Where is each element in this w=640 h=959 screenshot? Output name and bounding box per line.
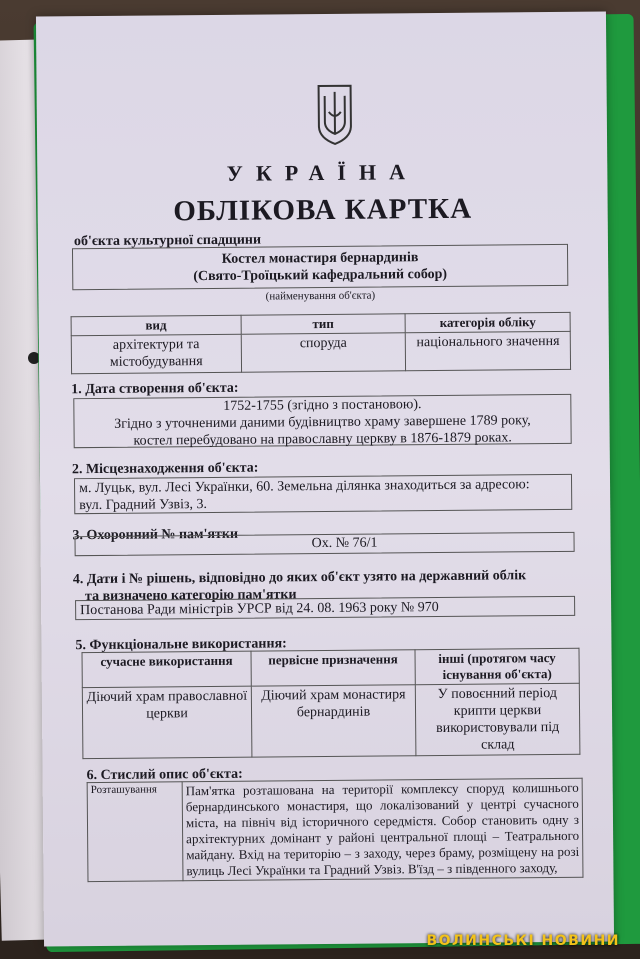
section1-line3: костел перебудовано на православну церкву в 1876-1879 роках. [133,430,512,449]
description-table [87,778,584,882]
function-table [82,648,581,759]
type-value-type: споруда [241,333,406,372]
section3-box [74,532,574,556]
section4-box [75,596,575,620]
type-header-kind: вид [71,315,241,335]
type-header-category: категорія обліку [405,312,570,332]
object-name-line2: (Свято-Троїцький кафедральний собор) [193,266,448,285]
description-label: Розташування [87,782,183,882]
section1-heading: 1. Дата створення об'єкта: [71,380,239,398]
section1-box [73,394,571,448]
card-subtitle: об'єкта культурної спадщини [73,232,262,250]
section4-heading-line2: та визначено категорію пам'ятки [84,587,297,605]
section3-heading: 3. Охоронний № пам'ятки [72,526,239,544]
function-value-original: Діючий храм монастиря бернардинів [251,685,416,757]
section1-line1: 1752-1755 (згідно з постановою). [223,397,422,414]
section2-heading: 2. Місцезнаходження об'єкта: [71,460,259,478]
section4-heading-line1: 4. Дати і № рішень, відповідно до яких об'єкт узято на державний облік [72,568,527,588]
section5-heading: 5. Функціональне використання: [75,636,287,654]
watermark-logo: ВОЛИНСЬКІ НОВИНИ [426,933,620,949]
section2-line2: вул. Градний Узвіз, 3. [79,497,208,514]
object-name-caption: (найменування об'єкта) [265,289,376,303]
country-heading: УКРАЇНА [226,159,419,186]
function-header-original: первісне призначення [251,650,415,686]
description-text: Пам'ятка розташована на території комплексу споруд колишнього бернардинського монастиря, що локалізований у центрі сучасного міста, на північ від історичного середмістя. Собор становить одну з архітектурних домінант у районі центральної площі – Театрального майдану. Вхід на територію – з заходу, через браму, розміщену на розі вулиць Лесі Українки та Градний Узвіз. В'їзд – з південного заходу, [182,778,583,880]
trident-coat-of-arms-icon [315,82,356,146]
section4-value: Постанова Ради міністрів УРСР від 24. 08. 1963 року № 970 [80,600,439,619]
type-table [71,312,571,374]
type-header-type: тип [241,314,406,334]
section2-line1: м. Луцьк, вул. Лесі Українки, 60. Земельна ділянка знаходиться за адресою: [79,477,530,497]
function-header-current: сучасне використання [82,651,251,687]
function-header-other: інші (протягом часу існування об'єкта) [415,648,579,684]
function-value-other: У повоєнний період крипти церкви використовували під склад [415,683,580,755]
section6-heading: 6. Стислий опис об'єкта: [86,766,243,784]
section3-value: Ох. № 76/1 [311,535,378,552]
type-value-kind: архітектури та містобудування [71,334,241,373]
card-title: ОБЛІКОВА КАРТКА [173,192,473,228]
section2-box [74,474,572,514]
section1-line2: Згідно з уточненими даними будівництво храму завершене 1789 року, [114,413,531,432]
type-value-category: національного значення [406,331,571,370]
record-card-page [36,12,614,947]
function-value-current: Діючий храм православної церкви [82,686,252,758]
object-name-box [72,244,568,290]
object-name-line1: Костел монастиря бернардинів [221,250,419,267]
